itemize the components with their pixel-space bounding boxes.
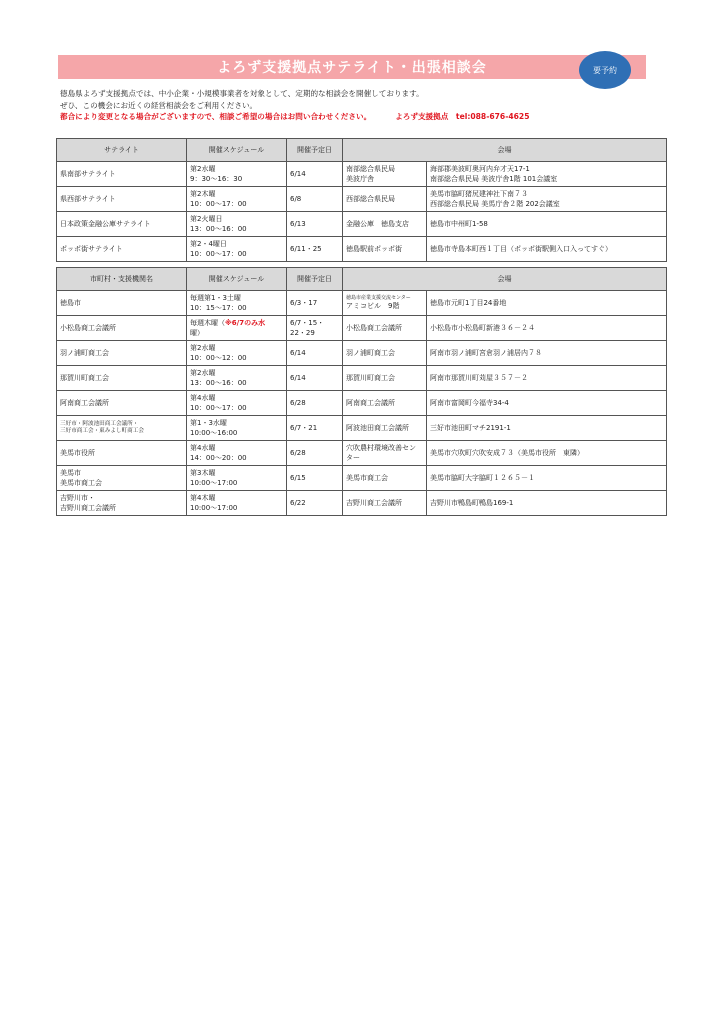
column-header: 会場: [343, 139, 667, 162]
schedule-day: 第4水曜: [190, 444, 216, 452]
venue: 羽ノ浦町商工会: [343, 341, 427, 366]
schedule-day: [190, 318, 283, 328]
site-name: 県西部サテライト: [57, 187, 187, 212]
site-name: 県南部サテライト: [57, 162, 187, 187]
address: 阿南市那賀川町苅屋３５７－２: [427, 366, 667, 391]
org-name-line: 美馬市商工会: [60, 479, 102, 487]
date-line: 6/7・15・: [290, 319, 325, 327]
schedule-time: 13：00～16：00: [190, 379, 247, 387]
schedule-day: 毎週第1・3土曜: [190, 294, 241, 302]
schedule: [187, 441, 287, 466]
org-name-line: 美馬市: [60, 469, 81, 477]
org-name: 那賀川町商工会: [57, 366, 187, 391]
org-name-line: 三好市商工会・東みよし町商工会: [60, 428, 144, 434]
table-row: [57, 162, 667, 187]
date-line: 22・29: [290, 329, 315, 337]
contact-text: よろず支援拠点 tel:088-676-4625: [395, 112, 530, 121]
table-row: [57, 416, 667, 441]
address: 吉野川市鴨島町鴨島169-1: [427, 491, 667, 516]
intro-line-1: 徳島県よろず支援拠点では、中小企業・小規模事業者を対象として、定期的な相談会を開催しております。: [60, 89, 424, 98]
venue: 小松島商工会議所: [343, 316, 427, 341]
date: 6/13: [287, 212, 343, 237]
date: 6/15: [287, 466, 343, 491]
venue: [343, 441, 427, 466]
address: 美馬市穴吹町穴吹安成７３（美馬市役所 東隣）: [427, 441, 667, 466]
venue: 金融公庫 徳島支店: [343, 212, 427, 237]
date: [287, 316, 343, 341]
site-name: 日本政策金融公庫サテライト: [57, 212, 187, 237]
address-line: 美馬市脇町猪尻建神社下南７３: [430, 190, 528, 198]
address: 徳島市元町1丁目24番地: [427, 291, 667, 316]
intro-text: [60, 88, 680, 123]
venue: 徳島駅前ポッポ街: [343, 237, 427, 262]
schedule-day: 第4木曜: [190, 494, 216, 502]
column-header: 開催スケジュール: [187, 268, 287, 291]
venue-line: 徳島市産業支援交流センター: [346, 295, 411, 301]
org-name: 徳島市: [57, 291, 187, 316]
org-name-line: 吉野川商工会議所: [60, 504, 116, 512]
schedule: [187, 466, 287, 491]
date: 6/3・17: [287, 291, 343, 316]
satellite-table: [56, 138, 667, 262]
date: 6/28: [287, 441, 343, 466]
venue: 西部総合県民局: [343, 187, 427, 212]
date: 6/22: [287, 491, 343, 516]
column-header: 開催スケジュール: [187, 139, 287, 162]
schedule-time: 9：30～16：30: [190, 175, 243, 183]
address: 徳島市中州町1-58: [427, 212, 667, 237]
org-name: 美馬市役所: [57, 441, 187, 466]
venue: 阿南商工会議所: [343, 391, 427, 416]
schedule-time: 10：15～17：00: [190, 304, 247, 312]
address: 徳島市寺島本町西１丁目（ポッポ街駅側入口入ってすぐ）: [427, 237, 667, 262]
table-row: [57, 366, 667, 391]
column-header: 会場: [343, 268, 667, 291]
column-header: 市町村・支援機関名: [57, 268, 187, 291]
date: 6/28: [287, 391, 343, 416]
org-name: 小松島商工会議所: [57, 316, 187, 341]
table-row: [57, 491, 667, 516]
address-line: 海部郡美波町奥河内弁才天17-1: [430, 165, 530, 173]
table-header-row: [57, 139, 667, 162]
column-header: サテライト: [57, 139, 187, 162]
org-name: [57, 491, 187, 516]
reservation-badge: 要予約: [579, 51, 631, 89]
schedule: [187, 187, 287, 212]
schedule-time: 10：00～12：00: [190, 354, 247, 362]
schedule-day: 第4水曜: [190, 394, 216, 402]
date: 6/14: [287, 162, 343, 187]
table-row: [57, 212, 667, 237]
notice-line: [60, 111, 680, 123]
org-name-line: 吉野川市・: [60, 494, 95, 502]
table-row: [57, 441, 667, 466]
column-header: 開催予定日: [287, 139, 343, 162]
date: 6/8: [287, 187, 343, 212]
table-row: [57, 391, 667, 416]
address: [427, 187, 667, 212]
venue-line: 穴吹農村環境改善セン: [346, 444, 416, 452]
schedule-day: 第3木曜: [190, 469, 216, 477]
schedule-day: 第2水曜: [190, 369, 216, 377]
site-name: ポッポ街サテライト: [57, 237, 187, 262]
date: 6/14: [287, 366, 343, 391]
table-row: [57, 466, 667, 491]
table-row: [57, 237, 667, 262]
org-name: 阿南商工会議所: [57, 391, 187, 416]
schedule-day: 第2木曜: [190, 190, 216, 198]
address-line: 西部総合県民局 美馬庁舎２階 202会議室: [430, 200, 560, 208]
address: 阿南市富岡町今福寺34-4: [427, 391, 667, 416]
address: 美馬市脇町大字脇町１２６５－１: [427, 466, 667, 491]
schedule-time: 10：00～17：00: [190, 250, 247, 258]
schedule-day: 第2水曜: [190, 344, 216, 352]
schedule-exception: ※6/7のみ水: [225, 319, 266, 327]
schedule-time: 10:00～17:00: [190, 504, 238, 512]
venue: 美馬市商工会: [343, 466, 427, 491]
address: 小松島市小松島町新港３６－２４: [427, 316, 667, 341]
org-name: [57, 416, 187, 441]
schedule: [187, 237, 287, 262]
venue: [343, 291, 427, 316]
schedule-time: 10：00～17：00: [190, 404, 247, 412]
schedule: [187, 341, 287, 366]
org-name: 羽ノ浦町商工会: [57, 341, 187, 366]
venue-line: ター: [346, 454, 360, 462]
schedule-time: 10:00～17:00: [190, 479, 238, 487]
notice-text: 都合により変更となる場合がございますので、相談ご希望の場合はお問い合わせください。: [60, 112, 372, 121]
venue-line: アミコビル 9階: [346, 302, 400, 310]
venue: 阿波池田商工会議所: [343, 416, 427, 441]
address: [427, 162, 667, 187]
schedule: [187, 391, 287, 416]
schedule-day-text: 毎週木曜（: [190, 319, 225, 327]
column-header: 開催予定日: [287, 268, 343, 291]
venue: 吉野川商工会議所: [343, 491, 427, 516]
address: 阿南市羽ノ浦町宮倉羽ノ浦居内７８: [427, 341, 667, 366]
org-name-line: 三好市・阿波池田商工会議所・: [60, 421, 139, 427]
venue: [343, 162, 427, 187]
table-row: [57, 316, 667, 341]
schedule-day: 第1・3水曜: [190, 419, 227, 427]
schedule: [187, 491, 287, 516]
date: 6/7・21: [287, 416, 343, 441]
date: 6/11・25: [287, 237, 343, 262]
schedule: [187, 212, 287, 237]
schedule-time: 曜）: [190, 329, 204, 337]
schedule: [187, 416, 287, 441]
address: 三好市池田町マチ2191-1: [427, 416, 667, 441]
venue-line: 南部総合県民局: [346, 165, 395, 173]
table-row: [57, 187, 667, 212]
schedule: [187, 291, 287, 316]
schedule: [187, 316, 287, 341]
schedule-day: 第2火曜日: [190, 215, 223, 223]
table-header-row: [57, 268, 667, 291]
venue-line: 美波庁舎: [346, 175, 374, 183]
venue: 那賀川町商工会: [343, 366, 427, 391]
schedule-day: 第2・4曜日: [190, 240, 227, 248]
intro-line-2: ぜひ、この機会にお近くの経営相談会をご利用ください。: [60, 100, 258, 110]
municipal-table: [56, 267, 667, 516]
date: 6/14: [287, 341, 343, 366]
table-row: [57, 341, 667, 366]
schedule-day: 第2水曜: [190, 165, 216, 173]
schedule: [187, 366, 287, 391]
schedule-time: 10:00～16:00: [190, 429, 238, 437]
page-title: よろず支援拠点サテライト・出張相談会: [58, 55, 646, 79]
schedule: [187, 162, 287, 187]
schedule-time: 14：00～20：00: [190, 454, 247, 462]
schedule-time: 13：00～16：00: [190, 225, 247, 233]
table-row: [57, 291, 667, 316]
address-line: 南部総合県民局 美波庁舎1階 101会議室: [430, 175, 558, 183]
org-name: [57, 466, 187, 491]
schedule-time: 10：00～17：00: [190, 200, 247, 208]
